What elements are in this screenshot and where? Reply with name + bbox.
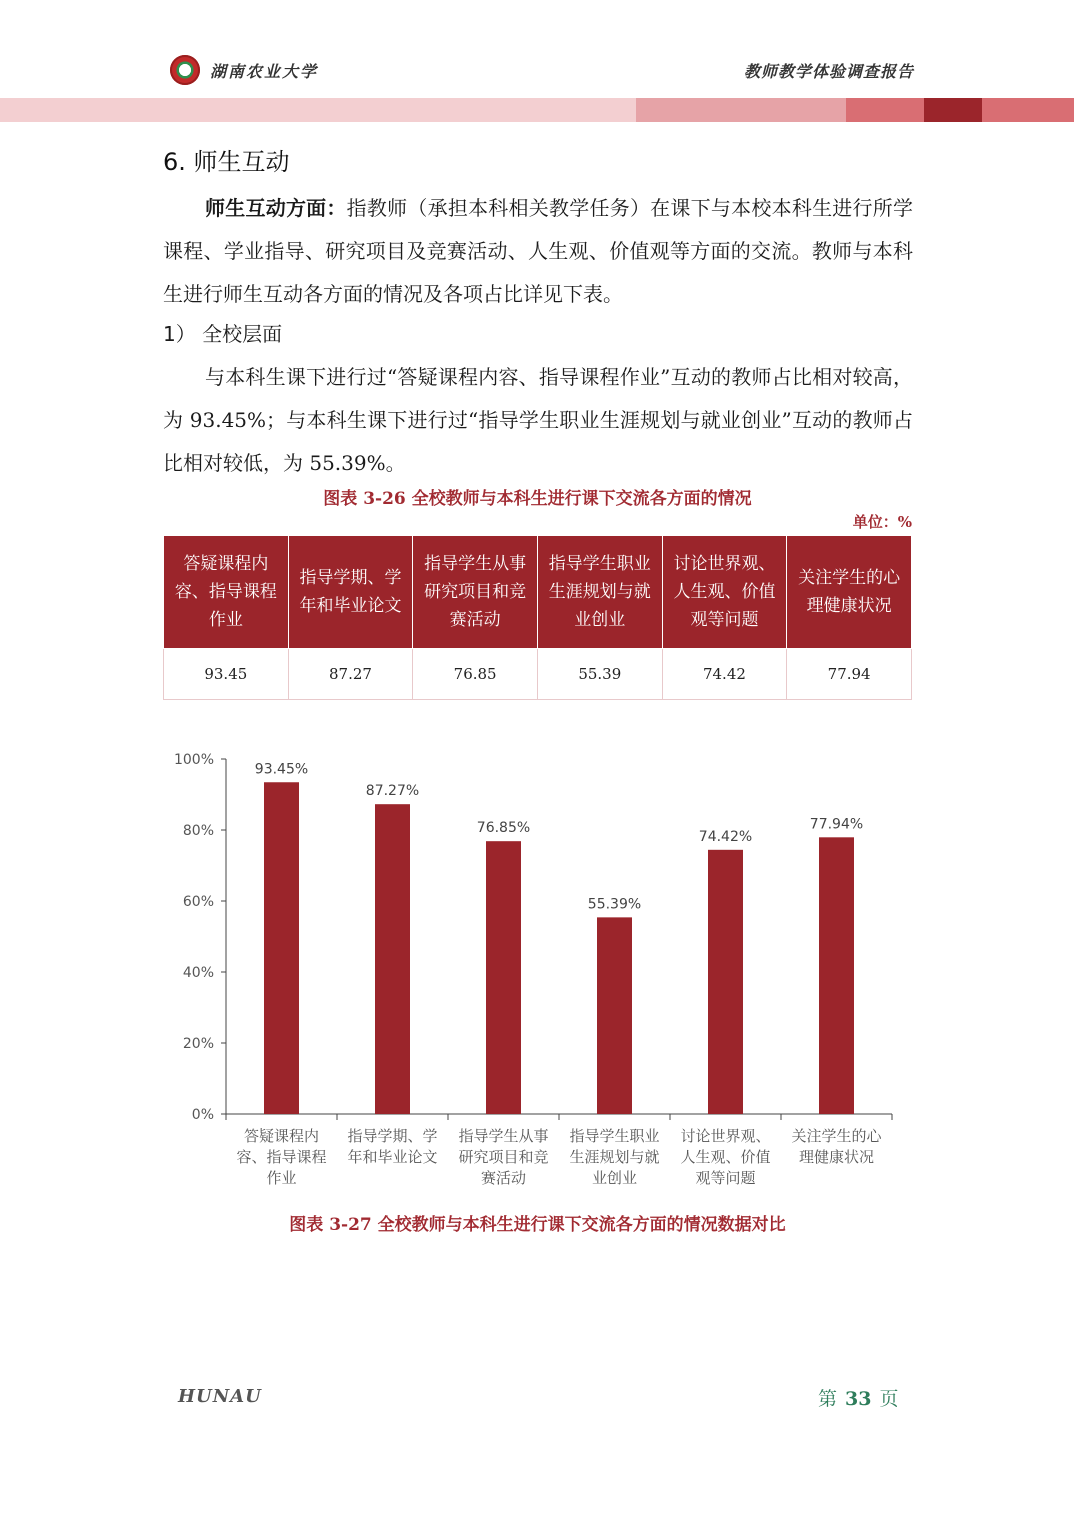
y-tick-label: 100% xyxy=(173,752,214,768)
university-name: 湖南农业大学 xyxy=(210,62,319,81)
page-prefix: 第 xyxy=(818,1388,838,1410)
x-tick-label: 理健康状况 xyxy=(798,1148,875,1166)
section-title: 6. 师生互动 xyxy=(163,148,290,176)
table-header-cell: 讨论世界观、人生观、价值观等问题 xyxy=(662,536,787,649)
footer-logo: HUNAU xyxy=(178,1386,262,1407)
table-header-cell: 答疑课程内容、指导课程作业 xyxy=(164,536,289,649)
x-tick-label: 指导学生职业 xyxy=(569,1127,660,1145)
table-cell: 74.42 xyxy=(662,649,787,700)
x-tick-label: 容、指导课程 xyxy=(236,1148,327,1166)
x-tick-label: 赛活动 xyxy=(480,1169,527,1187)
header-band-segment-2 xyxy=(636,98,846,122)
table-header-cell: 指导学生从事研究项目和竞赛活动 xyxy=(413,536,538,649)
table-cell: 55.39 xyxy=(537,649,662,700)
summary-paragraph: 与本科生课下进行过“答疑课程内容、指导课程作业”互动的教师占比相对较高，为 93.45%；与本科生课下进行过“指导学生职业生涯规划与就业创业”互动的教师占比相对较低，为 55.39%。 xyxy=(163,365,913,475)
bar-chart xyxy=(160,745,920,1195)
data-label: 74.42% xyxy=(698,828,753,845)
table-cell: 87.27 xyxy=(288,649,413,700)
x-tick-label: 作业 xyxy=(266,1169,297,1187)
table-header-cell: 指导学期、学年和毕业论文 xyxy=(288,536,413,649)
report-title: 教师教学体验调查报告 xyxy=(743,62,914,81)
header-band-segment-5 xyxy=(982,98,1074,122)
table-cell: 77.94 xyxy=(787,649,912,700)
bar xyxy=(819,837,854,1114)
x-tick-label: 答疑课程内 xyxy=(243,1127,320,1145)
data-table xyxy=(163,535,912,700)
table-caption: 图表 3-26 全校教师与本科生进行课下交流各方面的情况 xyxy=(323,489,752,509)
y-tick-label: 60% xyxy=(182,894,214,910)
y-tick-label: 20% xyxy=(182,1036,214,1052)
x-tick-label: 研究项目和竞 xyxy=(458,1148,549,1166)
y-tick-label: 80% xyxy=(182,823,214,839)
x-tick-label: 指导学生从事 xyxy=(458,1127,549,1145)
header-band-segment-3 xyxy=(846,98,924,122)
x-tick-label: 观等问题 xyxy=(695,1169,756,1187)
bar xyxy=(597,917,632,1114)
intro-bold: 师生互动方面： xyxy=(205,196,347,220)
table-cell: 93.45 xyxy=(164,649,289,700)
table-header-cell: 关注学生的心理健康状况 xyxy=(787,536,912,649)
x-tick-label: 讨论世界观、 xyxy=(680,1127,771,1145)
table-header-row xyxy=(164,536,912,649)
table-cell: 76.85 xyxy=(413,649,538,700)
header-band-segment-1 xyxy=(0,98,636,122)
data-label: 55.39% xyxy=(587,896,642,913)
chart-caption: 图表 3-27 全校教师与本科生进行课下交流各方面的情况数据对比 xyxy=(289,1215,786,1235)
bar xyxy=(708,850,743,1114)
page-suffix: 页 xyxy=(879,1388,899,1410)
intro-paragraph xyxy=(163,187,913,316)
x-tick-label: 指导学期、学 xyxy=(347,1127,438,1145)
table-unit: 单位：% xyxy=(852,513,912,531)
intro-text: 指教师（承担本科相关教学任务）在课下与本校本科生进行所学课程、学业指导、研究项目及竞赛活动、人生观、价值观等方面的交流。教师与本科生进行师生互动各方面的情况及各项占比详见下表。 xyxy=(163,196,914,306)
x-tick-label: 年和毕业论文 xyxy=(347,1148,438,1166)
x-tick-label: 人生观、价值 xyxy=(680,1148,771,1166)
subheading: 1） 全校层面 xyxy=(163,322,283,346)
page-number-value: 33 xyxy=(845,1388,872,1410)
data-label: 93.45% xyxy=(254,761,309,778)
data-label: 87.27% xyxy=(365,783,420,800)
table-header-cell: 指导学生职业生涯规划与就业创业 xyxy=(537,536,662,649)
header-band-segment-4 xyxy=(924,98,982,122)
bar xyxy=(375,804,410,1114)
y-tick-label: 0% xyxy=(191,1107,214,1123)
data-label: 76.85% xyxy=(476,820,531,837)
data-label: 77.94% xyxy=(809,816,864,833)
x-tick-label: 业创业 xyxy=(591,1169,638,1187)
y-tick-label: 40% xyxy=(182,965,214,981)
bar xyxy=(264,782,299,1114)
x-tick-label: 关注学生的心 xyxy=(791,1127,882,1145)
page-number xyxy=(818,1384,898,1411)
bar xyxy=(486,841,521,1114)
table-row xyxy=(164,649,912,700)
x-tick-label: 生涯规划与就 xyxy=(569,1148,660,1166)
university-logo xyxy=(170,55,200,85)
